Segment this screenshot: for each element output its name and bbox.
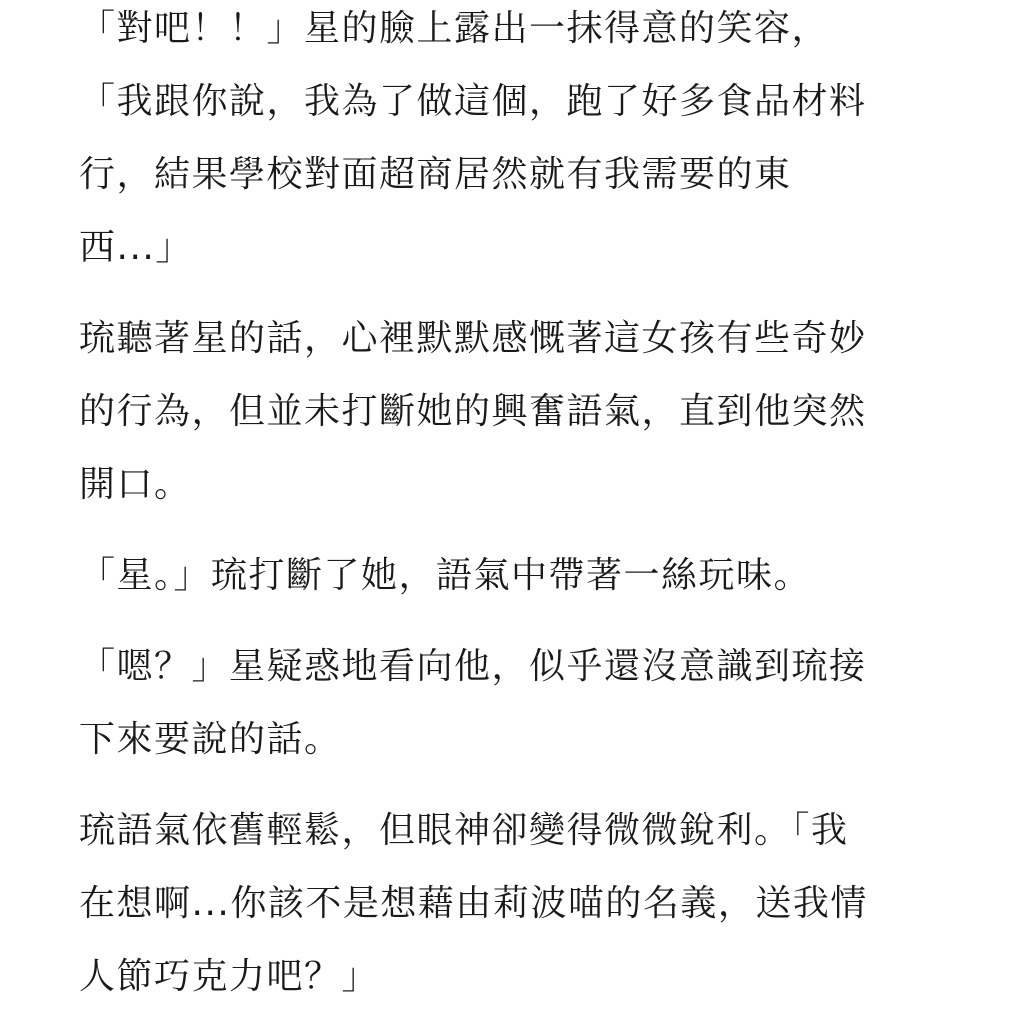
paragraph-1 bbox=[79, 0, 913, 284]
text-line: 「嗯？」星疑惑地看向他，似乎還沒意識到琉接 bbox=[79, 646, 867, 687]
paragraph-3 bbox=[79, 539, 913, 612]
text-line: 開口。 bbox=[79, 464, 192, 505]
text-line: 西...」 bbox=[79, 227, 193, 268]
text-line: 行，結果學校對面超商居然就有我需要的東 bbox=[79, 154, 792, 195]
paragraph-gap bbox=[79, 776, 913, 794]
paragraph-2 bbox=[79, 302, 913, 521]
text-line: 琉語氣依舊輕鬆，但眼神卻變得微微銳利。「我 bbox=[79, 810, 849, 851]
story-text bbox=[79, 0, 913, 1013]
paragraph-4 bbox=[79, 630, 913, 776]
text-line: 下來要說的話。 bbox=[79, 719, 342, 760]
text-line: 「我跟你說，我為了做這個，跑了好多食品材料 bbox=[79, 81, 867, 122]
text-line: 「對吧！！」星的臉上露出一抹得意的笑容， bbox=[79, 8, 830, 49]
paragraph-5 bbox=[79, 794, 913, 1013]
text-line: 的行為，但並未打斷她的興奮語氣，直到他突然 bbox=[79, 391, 867, 432]
text-line: 在想啊...你該不是想藉由莉波喵的名義，送我情 bbox=[79, 883, 868, 924]
paragraph-gap bbox=[79, 521, 913, 539]
paragraph-gap bbox=[79, 284, 913, 302]
paragraph-gap bbox=[79, 612, 913, 630]
text-line: 人節巧克力吧？」 bbox=[79, 956, 380, 997]
text-line: 「星。」琉打斷了她，語氣中帶著一絲玩味。 bbox=[79, 555, 812, 596]
text-line: 琉聽著星的話，心裡默默感慨著這女孩有些奇妙 bbox=[79, 318, 867, 359]
